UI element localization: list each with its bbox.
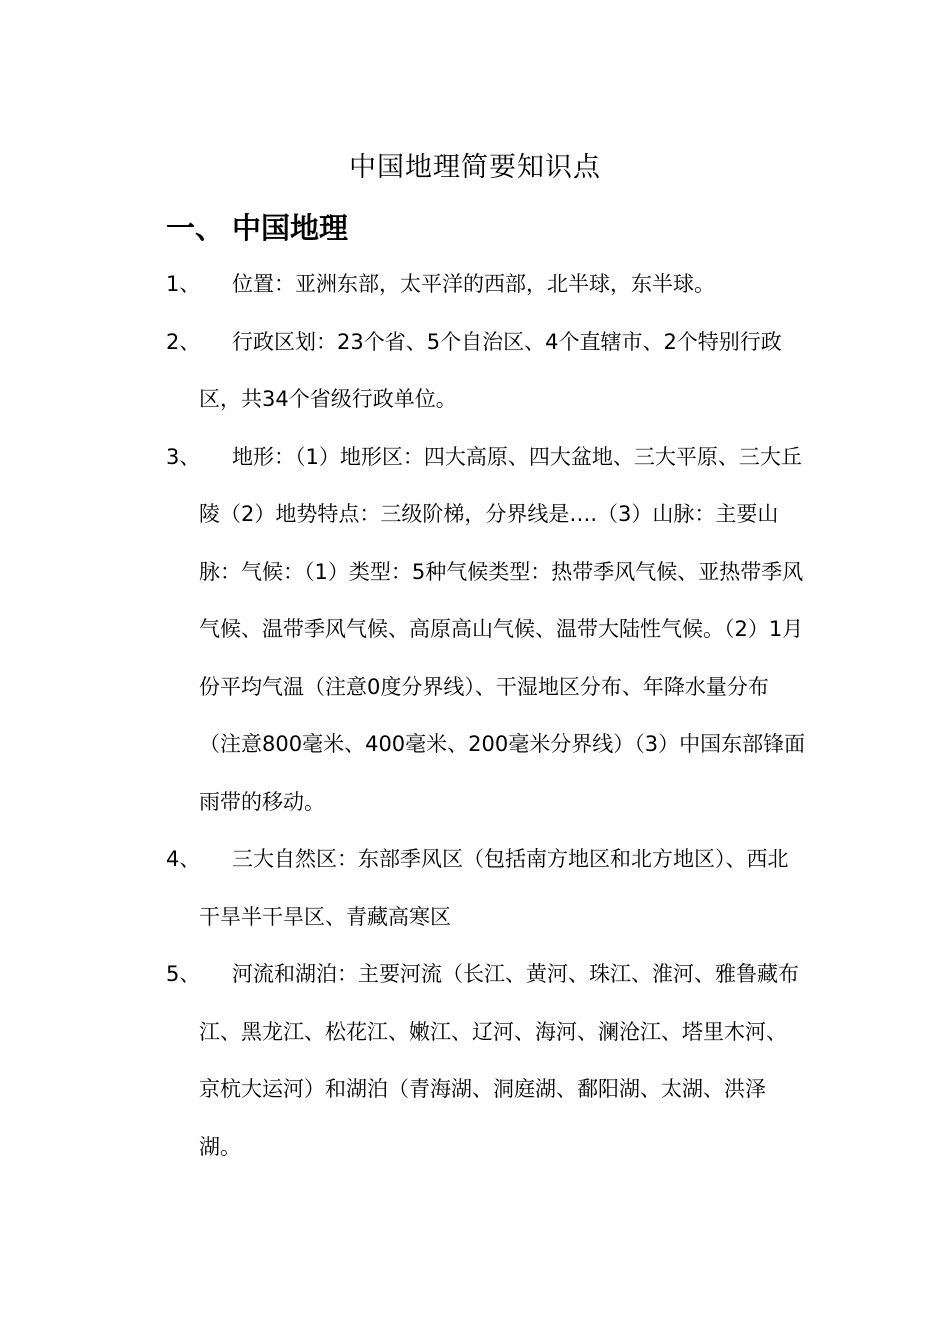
document-title: 中国地理简要知识点	[349, 152, 601, 183]
item-number: 5、	[166, 962, 201, 986]
item-text: 地形：（1）地形区：四大高原、四大盆地、三大平原、三大丘陵（2）地势特点：三级阶梯，分界线是….（3）山脉：主要山脉：气候：（1）类型：5种气候类型：热带季风气候、亚热带季风气候、温带季风气候、高原高山气候、温带大陆性气候。（2）1月份平均气温（注意0度分界线）、干湿地区分布、年降水量分布（注意800毫米、400毫米、200毫米分界线）（3）中国东部锋面雨带的移动。	[199, 444, 806, 814]
item-text: 行政区划：23个省、5个自治区、4个直辖市、2个特别行政区，共34个省级行政单位。	[199, 329, 782, 411]
knowledge-list	[166, 256, 806, 1176]
list-item	[166, 256, 806, 314]
item-number: 4、	[166, 847, 201, 871]
list-item	[166, 314, 806, 429]
item-text: 位置：亚洲东部，太平洋的西部，北半球，东半球。	[232, 272, 715, 296]
item-number: 3、	[166, 444, 201, 469]
list-item	[166, 429, 806, 832]
list-item	[166, 946, 806, 1176]
item-text: 三大自然区：东部季风区（包括南方地区和北方地区）、西北干旱半干旱区、青藏高寒区	[199, 847, 789, 929]
item-text: 河流和湖泊：主要河流（长江、黄河、珠江、淮河、雅鲁藏布江、黑龙江、松花江、嫩江、辽河、海河、澜沧江、塔里木河、京杭大运河）和湖泊（青海湖、洞庭湖、鄱阳湖、太湖、洪泽湖。	[199, 962, 799, 1159]
section-heading	[166, 208, 348, 248]
list-item	[166, 831, 806, 946]
section-title: 中国地理	[232, 211, 349, 245]
section-number: 一、	[166, 211, 225, 245]
item-number: 2、	[166, 329, 201, 354]
item-number: 1、	[166, 272, 201, 296]
